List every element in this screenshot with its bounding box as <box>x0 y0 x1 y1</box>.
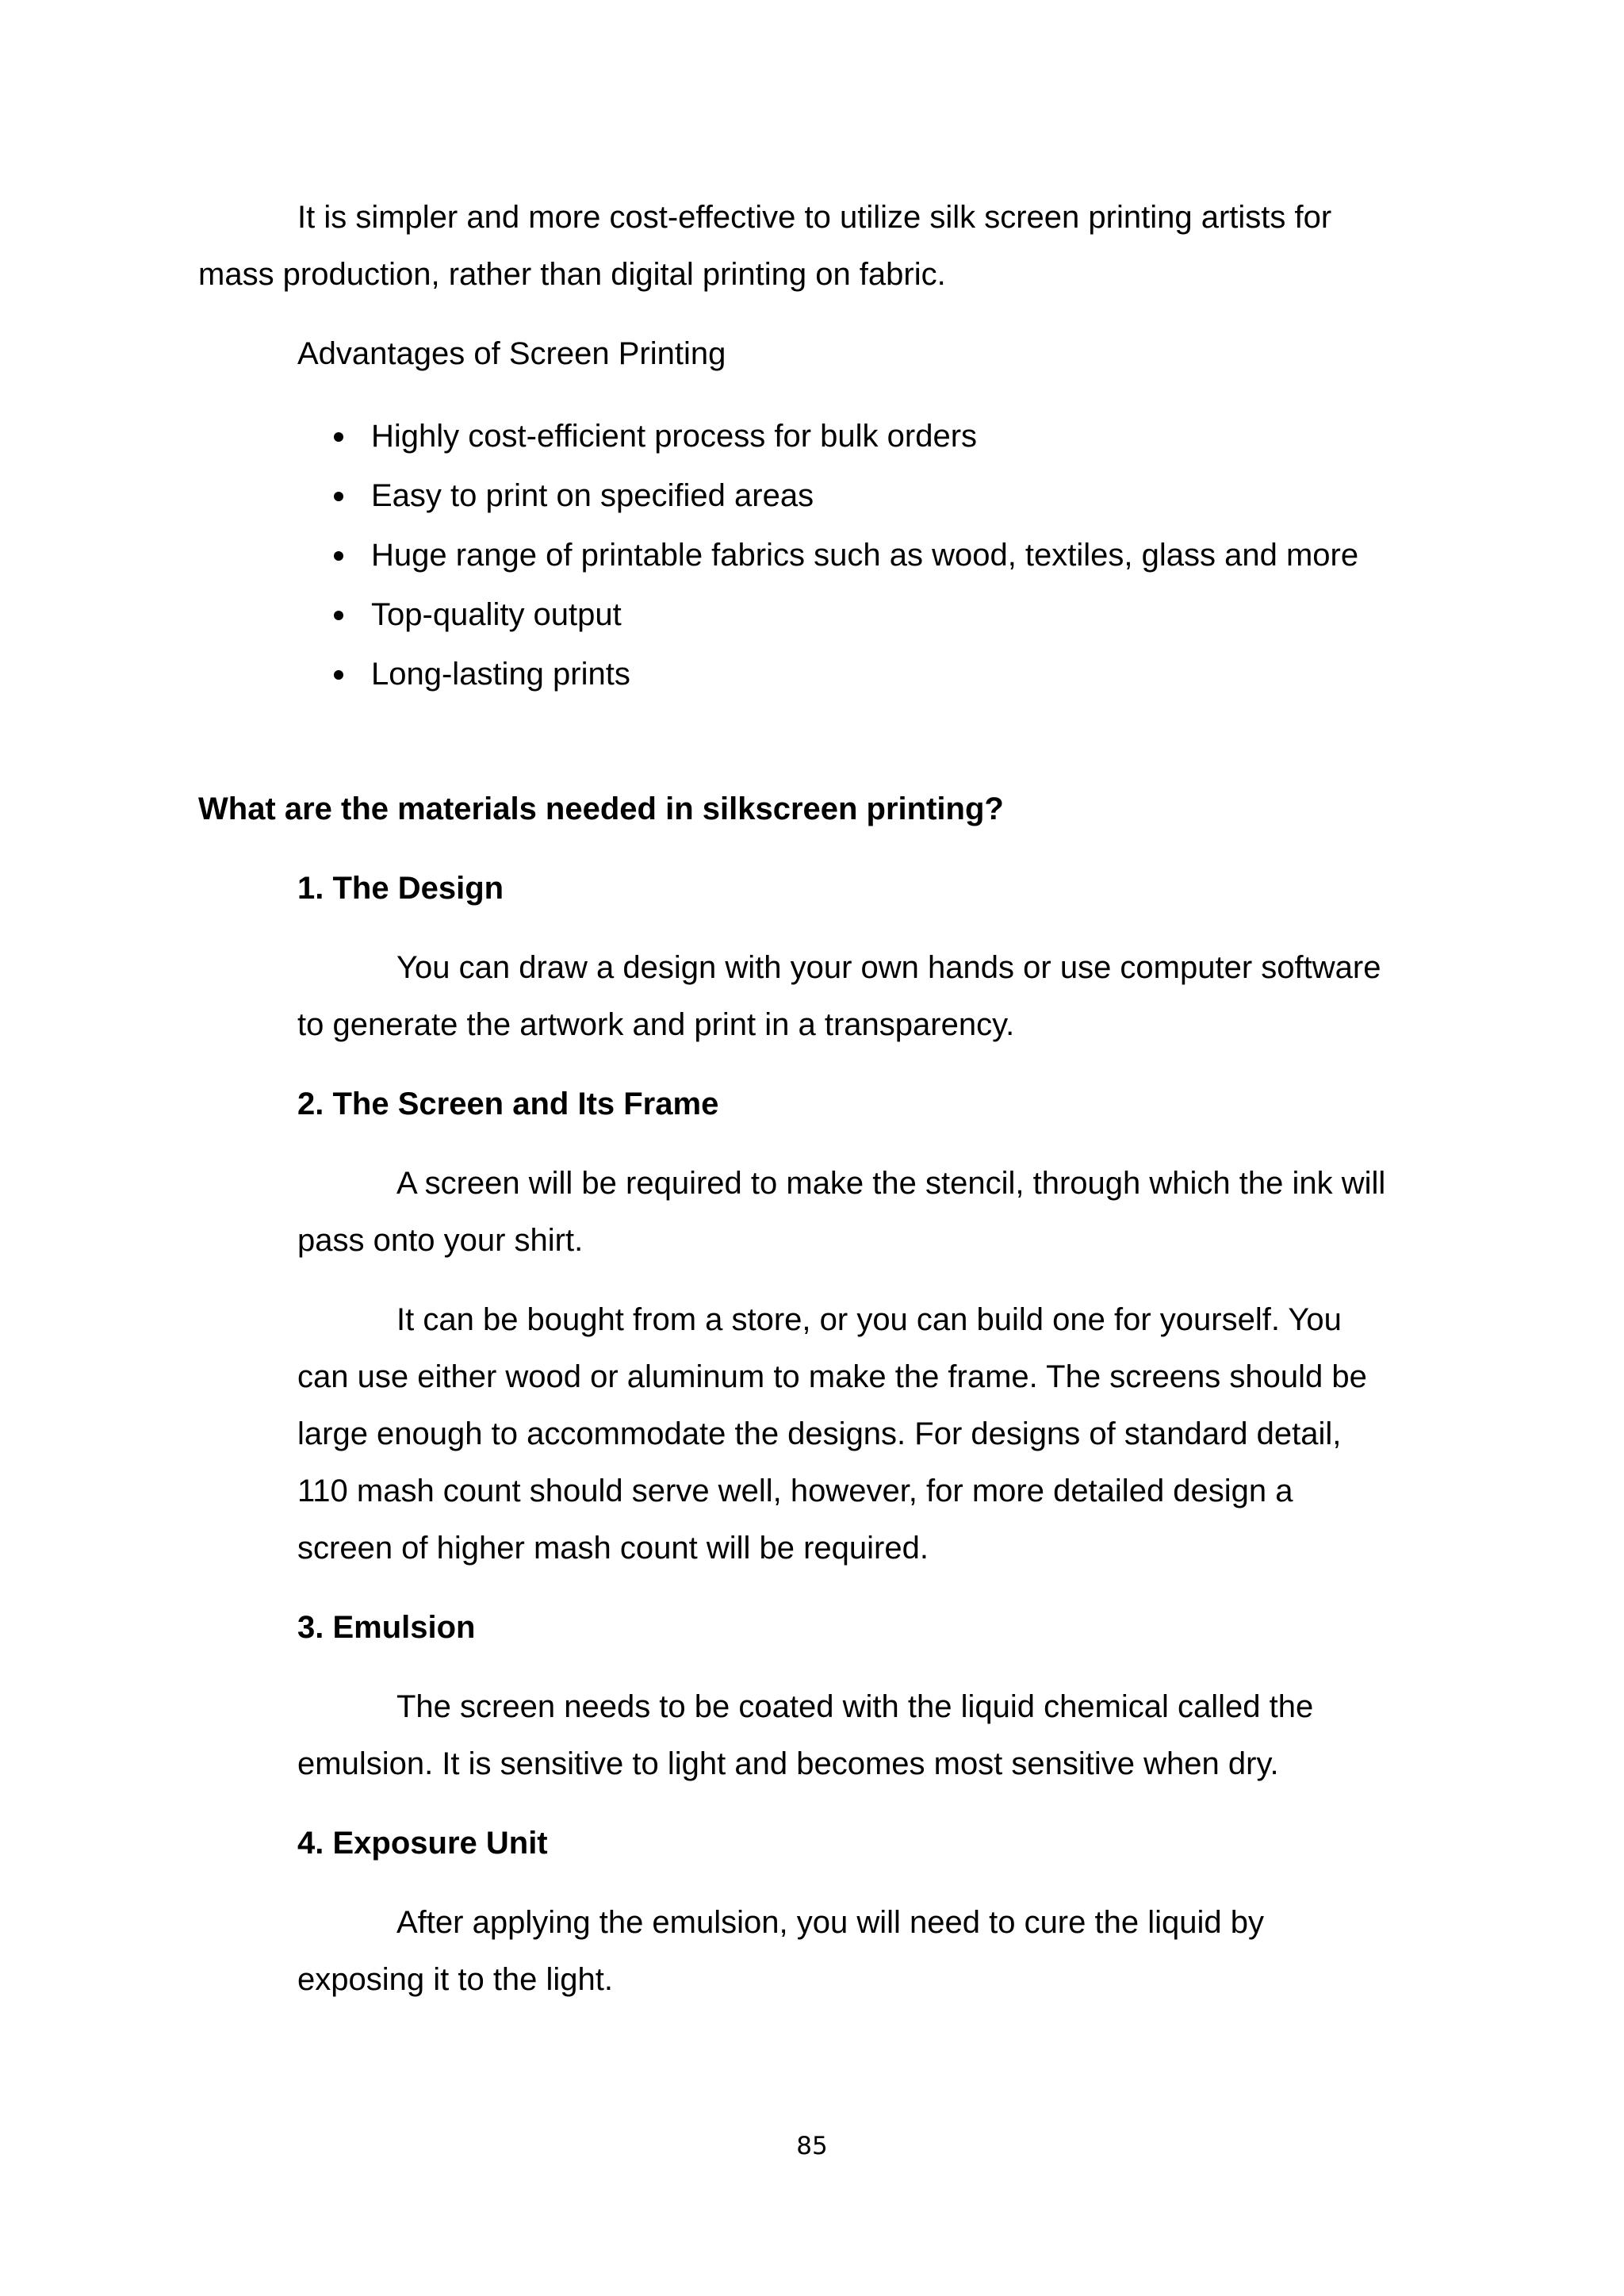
paragraph-line: exposing it to the light. <box>297 1962 614 1997</box>
section-title: 4. Exposure Unit <box>297 1826 548 1861</box>
page-number: 85 <box>796 2132 828 2160</box>
paragraph-line: After applying the emulsion, you will need to cure the liquid by <box>396 1905 1264 1940</box>
bullet-icon <box>334 670 343 680</box>
bullet-icon <box>334 432 343 442</box>
paragraph-line: A screen will be required to make the stencil, through which the ink will <box>396 1166 1386 1201</box>
bullet-icon <box>334 492 343 501</box>
paragraph-line: The screen needs to be coated with the liquid chemical called the <box>396 1689 1314 1724</box>
intro-line-2: mass production, rather than digital printing on fabric. <box>198 257 946 292</box>
paragraph-line: screen of higher mash count will be required. <box>297 1531 929 1566</box>
bullet-icon <box>334 611 343 620</box>
list-item-text: Huge range of printable fabrics such as wood, textiles, glass and more <box>371 538 1359 573</box>
paragraph-line: 110 mash count should serve well, however, for more detailed design a <box>297 1474 1293 1508</box>
paragraph-line: pass onto your shirt. <box>297 1223 584 1258</box>
bullet-icon <box>334 551 343 561</box>
list-item-text: Long-lasting prints <box>371 657 630 692</box>
advantages-heading: Advantages of Screen Printing <box>297 336 726 371</box>
materials-heading: What are the materials needed in silkscreen printing? <box>198 792 1004 826</box>
list-item-text: Top-quality output <box>371 597 622 632</box>
paragraph-line: to generate the artwork and print in a transparency. <box>297 1007 1015 1042</box>
paragraph-line: large enough to accommodate the designs. For designs of standard detail, <box>297 1416 1342 1451</box>
section-title: 2. The Screen and Its Frame <box>297 1087 719 1121</box>
intro-line-1: It is simpler and more cost-effective to utilize silk screen printing artists for <box>297 200 1332 235</box>
section-title: 1. The Design <box>297 871 504 906</box>
paragraph-line: can use either wood or aluminum to make the frame. The screens should be <box>297 1359 1367 1394</box>
paragraph-line: emulsion. It is sensitive to light and becomes most sensitive when dry. <box>297 1746 1279 1781</box>
list-item-text: Easy to print on specified areas <box>371 478 814 513</box>
paragraph-line: You can draw a design with your own hands or use computer software <box>396 950 1381 985</box>
paragraph-line: It can be bought from a store, or you can build one for yourself. You <box>396 1302 1342 1337</box>
list-item-text: Highly cost-efficient process for bulk orders <box>371 419 978 454</box>
section-title: 3. Emulsion <box>297 1610 476 1645</box>
